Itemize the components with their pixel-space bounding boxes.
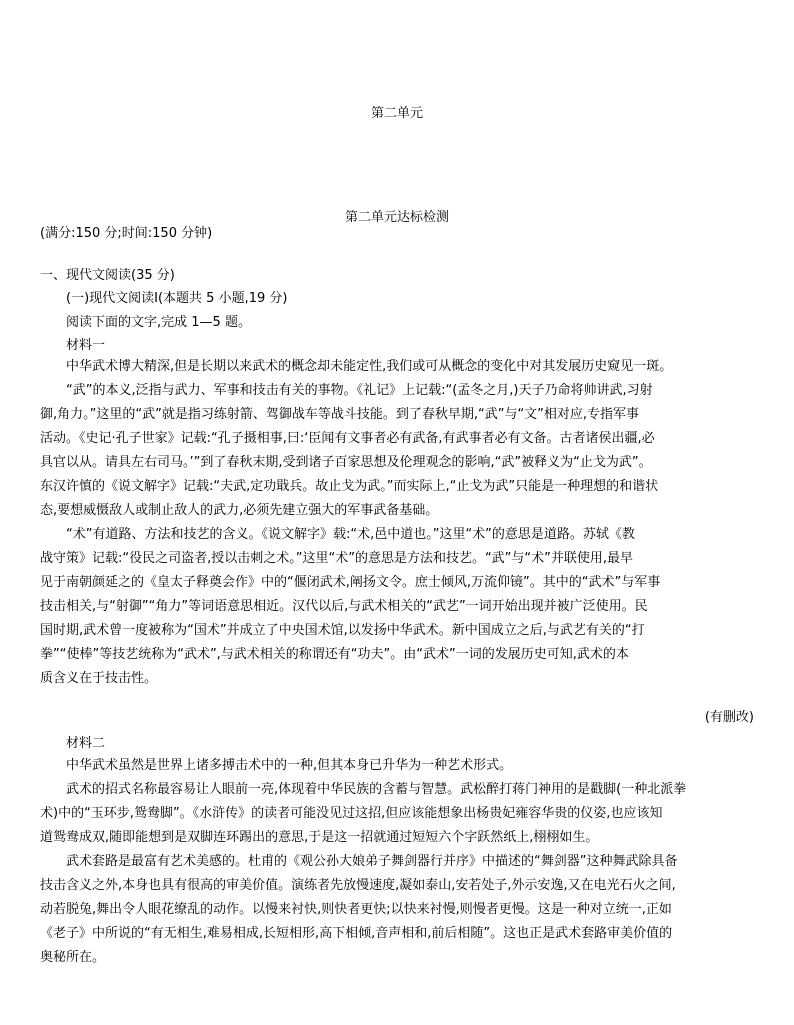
paragraph-line: 国时期,武术曾一度被称为“国术”并成立了中央国术馆,以发扬中华武术。新中国成立之后,与武艺有关的“打 xyxy=(40,623,645,638)
paragraph-line: 奥秘所在。 xyxy=(40,950,106,965)
paragraph-line: 技击相关,与“射御”“角力”等词语意思相近。汉代以后,与武术相关的“武艺”一词开始出现并被广泛使用。民 xyxy=(40,599,648,614)
section-heading: 一、现代文阅读(35 分) xyxy=(40,268,175,283)
material1-label: 材料一 xyxy=(66,338,106,353)
paragraph-line: 技击含义之外,本身也具有很高的审美价值。演练者先放慢速度,凝如泰山,安若处子,外示安逸,又在电光石火之间, xyxy=(40,878,676,893)
paragraph-line: “武”的本义,泛指与武力、军事和技击有关的事物。《礼记》上记载:“(孟冬之月,)天子乃命将帅讲武,习射 xyxy=(66,383,653,398)
material2-label: 材料二 xyxy=(66,736,106,751)
paragraph-line: 道鸳鸯成双,随即能想到是双脚连环踢出的意思,于是这一招就通过短短六个字跃然纸上,栩栩如生。 xyxy=(40,830,599,845)
paragraph-line: 术)中的“玉环步,鸳鸯脚”。《水浒传》的读者可能没见过这招,但应该能想象出杨贵妃雍容华贵的仪姿,也应该知 xyxy=(40,806,663,821)
instruction: 阅读下面的文字,完成 1—5 题。 xyxy=(66,315,251,330)
paragraph-line: 见于南朝颜延之的《皇太子释奠会作》中的“偃闭武术,阐扬文令。庶士倾风,万流仰镜”。其中的“武术”与军事 xyxy=(40,575,661,590)
paragraph-line: 战守策》记载:“役民之司盗者,授以击刺之术。”这里“术”的意思是方法和技艺。“武”与“术”并联使用,最早 xyxy=(40,551,634,566)
paragraph-line: 御,角力。”这里的“武”就是指习练射箭、驾御战车等战斗技能。到了春秋早期,“武”与“文”相对应,专指军事 xyxy=(40,407,640,422)
paragraph-line: 动若脱兔,舞出令人眼花缭乱的动作。以慢来衬快,则快者更快;以快来衬慢,则慢者更慢。这是一种对立统一,正如 xyxy=(40,902,672,917)
paragraph-line: 中华武术虽然是世界上诸多搏击术中的一种,但其本身已升华为一种艺术形式。 xyxy=(66,758,513,773)
paragraph-line: 中华武术博大精深,但是长期以来武术的概念却未能定性,我们或可从概念的变化中对其发展历史窥见一斑。 xyxy=(66,359,673,374)
subsection-heading: (一)现代文阅读Ⅰ(本题共 5 小题,19 分) xyxy=(66,291,288,306)
test-title: 第二单元达标检测 xyxy=(344,210,449,225)
paragraph-line: 活动。《史记·孔子世家》记载:“孔子摄相事,曰:‘臣闻有文事者必有武备,有武事者必有文备。古者诸侯出疆,必 xyxy=(40,431,655,446)
paragraph-line: 具官以从。请具左右司马。’”到了春秋末期,受到诸子百家思想及伦理观念的影响,“武”被释义为“止戈为武”。 xyxy=(40,455,652,470)
paragraph-line: 武术套路是最富有艺术美感的。杜甫的《观公孙大娘弟子舞剑器行并序》中描述的“舞剑器”这种舞武除具备 xyxy=(66,854,678,869)
paragraph-line: 武术的招式名称最容易让人眼前一亮,体现着中华民族的含蓄与智慧。武松醉打蒋门神用的是戳脚(一种北派拳 xyxy=(66,782,687,797)
paragraph-line: 质含义在于技击性。 xyxy=(40,671,158,686)
paragraph-line: 拳”“使棒”等技艺统称为“武术”,与武术相关的称谓还有“功夫”。由“武术”一词的发展历史可知,武术的本 xyxy=(40,647,629,662)
paragraph-line: 《老子》中所说的“有无相生,难易相成,长短相形,高下相倾,音声相和,前后相随”。这也正是武术套路审美价值的 xyxy=(40,926,673,941)
revised-note: (有删改) xyxy=(704,710,754,725)
paragraph-line: 东汉许慎的《说文解字》记载:“夫武,定功戢兵。故止戈为武。”而实际上,“止戈为武”只能是一种理想的和谐状 xyxy=(40,479,659,494)
test-meta: (满分:150 分;时间:150 分钟) xyxy=(40,226,213,241)
paragraph-line: 态,要想威慑敌人或制止敌人的武力,必须先建立强大的军事武备基础。 xyxy=(40,503,439,518)
unit-heading: 第二单元 xyxy=(370,106,423,121)
paragraph-line: “术”有道路、方法和技艺的含义。《说文解字》载:“术,邑中道也。”这里“术”的意思是道路。苏轼《教 xyxy=(66,527,635,542)
